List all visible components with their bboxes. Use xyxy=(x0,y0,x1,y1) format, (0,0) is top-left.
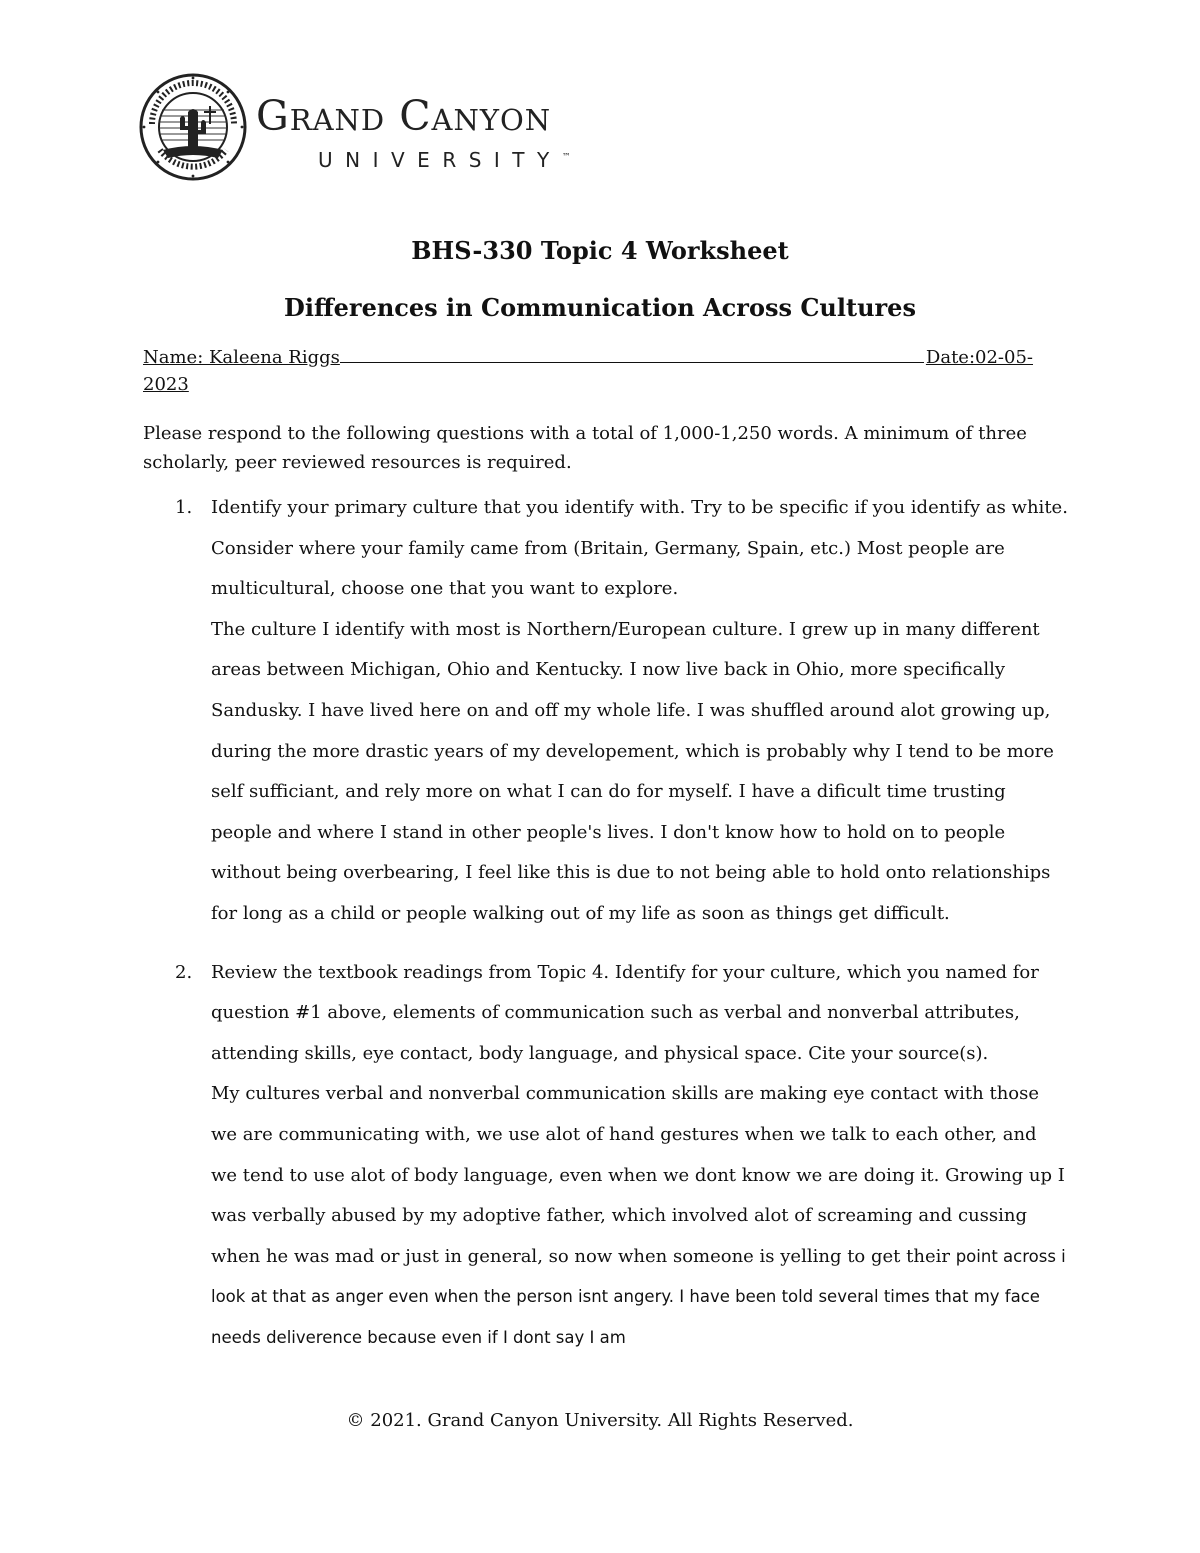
question-answer-continued: point across i look at that as anger even when the person isnt angery. I have been told several times that my face needs deliverence because even if I dont say I am xyxy=(211,1246,1066,1347)
worksheet-subtitle: Differences in Communication Across Cultures xyxy=(284,293,916,322)
wordmark-university: UNIVERSITY xyxy=(318,148,562,172)
wordmark-line2 xyxy=(318,148,571,172)
question-item xyxy=(143,953,1068,1359)
question-answer: My cultures verbal and nonverbal communication skills are making eye contact with those we are communicating with, we use alot of hand gestures when we talk to each other, and we tend to use alot of body language, even when we dont know we are doing it. Growing up I was verbally abused by my adoptive father, which involved alot of screaming and cussing when he was mad or just in general, so now when someone is yelling to get their xyxy=(211,1083,1065,1267)
question-number: 1. xyxy=(175,497,193,518)
question-number: 2. xyxy=(175,961,193,983)
worksheet-title: BHS-330 Topic 4 Worksheet xyxy=(411,236,789,265)
question-answer: The culture I identify with most is Northern/European culture. I grew up in many different areas between Michigan, Ohio and Kentucky. I now live back in Ohio, more specifically Sandusky. I have lived here on and off my whole life. I was shuffled around alot growing up, during the more drastic years of my developement, which is probably why I tend to be more self sufficiant, and rely more on what I can do for myself. I have a dificult time trusting people and where I stand in other people's lives. I don't know how to hold on to people without being overbearing, I feel like this is due to not being able to hold onto relationships for long as a child or people walking out of my life as soon as things get difficult. xyxy=(211,618,1054,924)
question-prompt: Review the textbook readings from Topic 4. Identify for your culture, which you named for question #1 above, elements of communication such as verbal and nonverbal attributes, attending skills, eye contact, body language, and physical space. Cite your source(s). xyxy=(211,961,1039,1064)
question-prompt: Identify your primary culture that you identify with. Try to be specific if you identify as white. Consider where your family came from (Britain, Germany, Spain, etc.) Most people are multicultural, choose one that you want to explore. xyxy=(211,497,1068,600)
question-item xyxy=(143,488,1068,935)
university-logo xyxy=(138,72,618,182)
date-label: Date:02-05- xyxy=(925,347,1033,368)
student-name: Name: Kaleena Riggs xyxy=(143,347,340,368)
wordmark-line1: Grand Canyon xyxy=(256,92,552,140)
instructions: Please respond to the following questions with a total of 1,000-1,250 words. A minimum of three scholarly, peer reviewed resources is required. xyxy=(143,423,1027,473)
university-wordmark xyxy=(256,92,571,172)
name-date-line xyxy=(143,347,1033,395)
copyright-footer: © 2021. Grand Canyon University. All Rights Reserved. xyxy=(346,1410,854,1431)
university-seal-icon xyxy=(138,72,248,182)
question-list xyxy=(143,488,1068,1358)
trademark-mark: ™ xyxy=(561,152,571,163)
date-year: 2023 xyxy=(143,374,189,395)
underline-filler xyxy=(340,361,924,363)
